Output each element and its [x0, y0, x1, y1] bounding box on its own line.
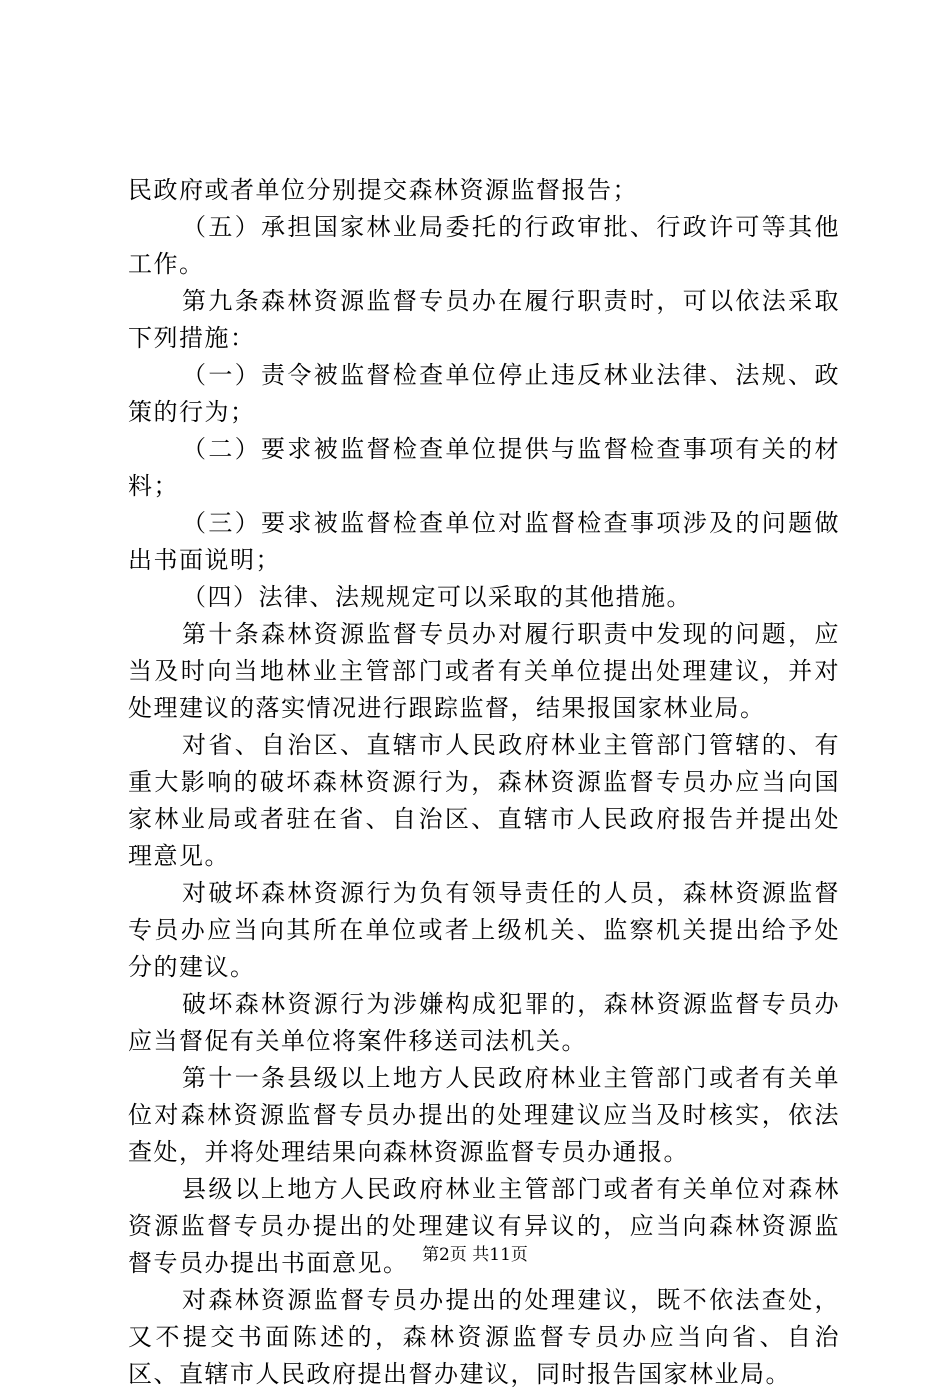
paragraph-article-10: 第十条森林资源监督专员办对履行职责中发现的问题，应当及时向当地林业主管部门或者有关单位提出处理建议，并对处理建议的落实情况进行跟踪监督，结果报国家林业局。: [128, 620, 840, 722]
paragraph-measure-1: （一）责令被监督检查单位停止违反林业法律、法规、政策的行为；: [128, 361, 840, 426]
paragraph-measure-4: （四）法律、法规规定可以采取的其他措施。: [182, 583, 692, 611]
paragraph-measure-3: （三）要求被监督检查单位对监督检查事项涉及的问题做出书面说明；: [128, 509, 840, 574]
paragraph-continuation: 民政府或者单位分别提交森林资源监督报告；: [128, 176, 638, 204]
paragraph-supervision-advice: 对森林资源监督专员办提出的处理建议，既不依法查处，又不提交书面陈述的，森林资源监督专员办应当向省、自治区、直辖市人民政府提出督办建议，同时报告国家林业局。: [128, 1286, 840, 1388]
paragraph-disciplinary-advice: 对破坏森林资源行为负有领导责任的人员，森林资源监督专员办应当向其所在单位或者上级机关、监察机关提出给予处分的建议。: [128, 879, 840, 981]
paragraph-measure-2: （二）要求被监督检查单位提供与监督检查事项有关的材料；: [128, 435, 840, 500]
paragraph-article-9: 第九条森林资源监督专员办在履行职责时，可以依法采取下列措施：: [128, 287, 840, 352]
paragraph-item-5: （五）承担国家林业局委托的行政审批、行政许可等其他工作。: [128, 213, 840, 278]
paragraph-criminal-transfer: 破坏森林资源行为涉嫌构成犯罪的，森林资源监督专员办应当督促有关单位将案件移送司法机关。: [128, 990, 840, 1055]
paragraph-article-11: 第十一条县级以上地方人民政府林业主管部门或者有关单位对森林资源监督专员办提出的处理建议应当及时核实，依法查处，并将处理结果向森林资源监督专员办通报。: [128, 1064, 840, 1166]
document-body: [128, 172, 840, 1393]
page-number-footer: 第2页 共11页: [422, 1245, 528, 1265]
paragraph-objection: 县级以上地方人民政府林业主管部门或者有关单位对森林资源监督专员办提出的处理建议有异议的，应当向森林资源监督专员办提出书面意见。: [128, 1175, 840, 1277]
paragraph-provincial-report: 对省、自治区、直辖市人民政府林业主管部门管辖的、有重大影响的破坏森林资源行为，森林资源监督专员办应当向国家林业局或者驻在省、自治区、直辖市人民政府报告并提出处理意见。: [128, 731, 840, 870]
